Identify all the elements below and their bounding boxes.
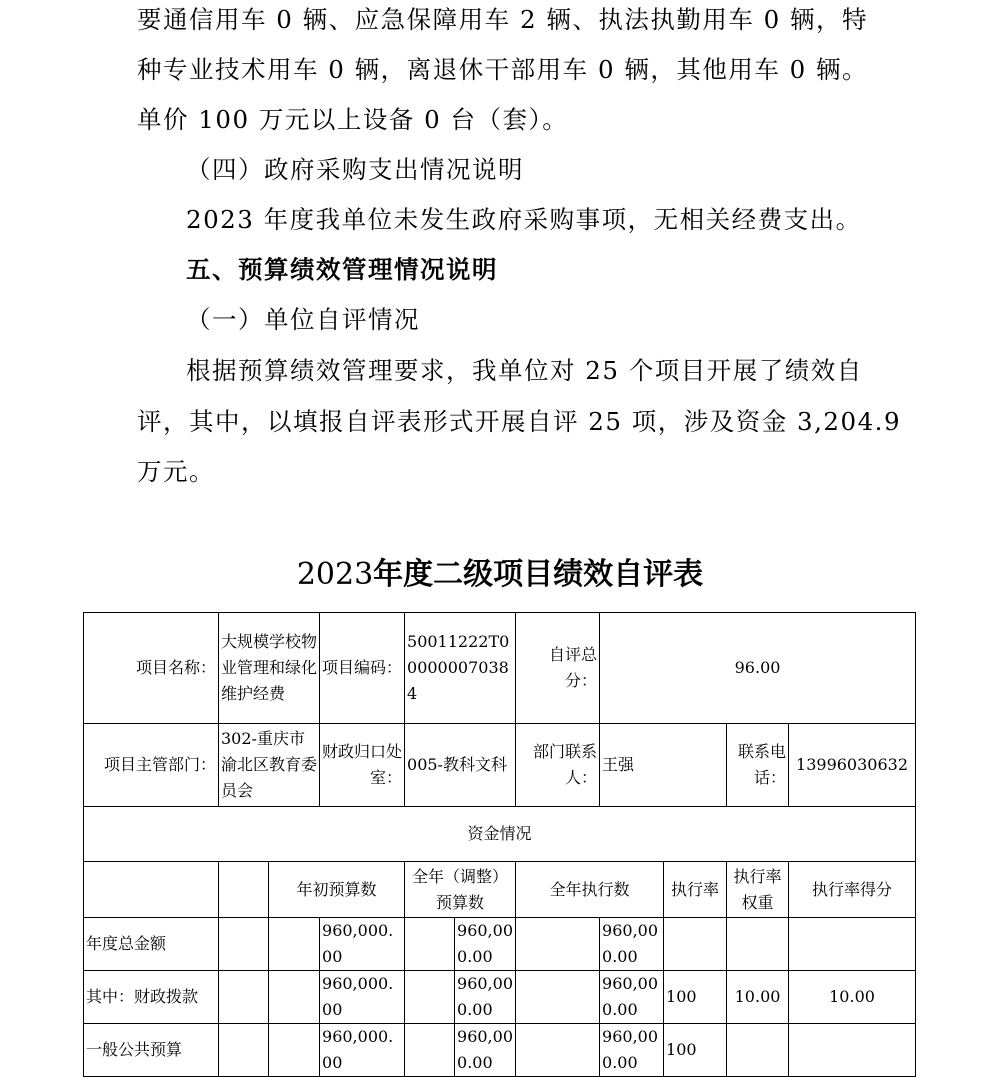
header-adjusted-budget: 全年（调整）预算数 [405,862,516,918]
header-executed: 全年执行数 [516,862,664,918]
empty-cell [219,1024,269,1077]
exec-rate: 100 [664,1024,727,1077]
initial-budget: 960,000.00 [320,971,405,1024]
table-row [84,1024,916,1077]
table-header-row [84,862,916,918]
adjusted-budget: 960,000.00 [455,971,516,1024]
exec-rate: 100 [664,971,727,1024]
dept: 302-重庆市渝北区教育委员会 [219,724,320,807]
table-title-text: 年度二级项目绩效自评表 [373,557,704,592]
subsection-heading: （一）单位自评情况 [186,305,420,334]
exec-weight: 10.00 [727,971,789,1024]
header-cell [84,862,219,918]
header-exec-rate: 执行率 [664,862,727,918]
empty-cell [269,1024,320,1077]
exec-score [789,1024,916,1077]
table-title [0,556,1000,594]
row-label: 其中：财政拨款 [84,971,219,1024]
executed: 960,000.00 [600,1024,664,1077]
paragraph-line: 评，其中，以填报自评表形式开展自评 25 项，涉及资金 3,204.9 [137,407,902,436]
table-row [84,971,916,1024]
paragraph-line: 2023 年度我单位未发生政府采购事项，无相关经费支出。 [186,205,862,234]
table-row [84,613,916,724]
empty-cell [269,918,320,971]
exec-weight [727,918,789,971]
empty-cell [219,971,269,1024]
empty-cell [516,1024,600,1077]
table-row [84,724,916,807]
empty-cell [516,918,600,971]
initial-budget: 960,000.00 [320,918,405,971]
header-exec-weight: 执行率权重 [727,862,789,918]
paragraph-line: 单价 100 万元以上设备 0 台（套）。 [137,105,569,134]
exec-weight [727,1024,789,1077]
project-code-label: 项目编码： [320,613,405,724]
performance-table [83,612,916,1077]
header-initial-budget: 年初预算数 [269,862,405,918]
empty-cell [269,971,320,1024]
exec-score: 10.00 [789,971,916,1024]
executed: 960,000.00 [600,918,664,971]
adjusted-budget: 960,000.00 [455,918,516,971]
header-exec-score: 执行率得分 [789,862,916,918]
paragraph-line: 根据预算绩效管理要求，我单位对 25 个项目开展了绩效自 [186,356,863,385]
paragraph-line: 种专业技术用车 0 辆，离退休干部用车 0 辆，其他用车 0 辆。 [137,55,868,84]
phone-label: 联系电话： [727,724,789,807]
empty-cell [219,918,269,971]
empty-cell [516,971,600,1024]
exec-score [789,918,916,971]
dept-label: 项目主管部门： [84,724,219,807]
phone: 13996030632 [789,724,916,807]
self-score-label: 自评总分： [516,613,600,724]
paragraph-line: 万元。 [137,457,215,486]
empty-cell [405,918,455,971]
finance-label: 财政归口处室： [320,724,405,807]
self-score: 96.00 [600,613,916,724]
empty-cell [405,1024,455,1077]
contact-label: 部门联系人： [516,724,600,807]
table-title-year: 2023 [296,557,374,592]
section-heading-4: （四）政府采购支出情况说明 [186,155,524,184]
row-label: 一般公共预算 [84,1024,219,1077]
initial-budget: 960,000.00 [320,1024,405,1077]
table-row [84,807,916,862]
project-name: 大规模学校物业管理和绿化维护经费 [219,613,320,724]
header-cell [219,862,269,918]
empty-cell [405,971,455,1024]
exec-rate [664,918,727,971]
project-name-label: 项目名称： [84,613,219,724]
row-label: 年度总金额 [84,918,219,971]
project-code: 50011222T000000070384 [405,613,516,724]
funds-heading: 资金情况 [84,807,916,862]
table-row [84,918,916,971]
adjusted-budget: 960,000.00 [455,1024,516,1077]
contact-person: 王强 [600,724,727,807]
section-heading-5: 五、预算绩效管理情况说明 [186,255,498,284]
paragraph-line: 要通信用车 0 辆、应急保障用车 2 辆、执法执勤用车 0 辆，特 [137,5,868,34]
finance-office: 005-教科文科 [405,724,516,807]
executed: 960,000.00 [600,971,664,1024]
